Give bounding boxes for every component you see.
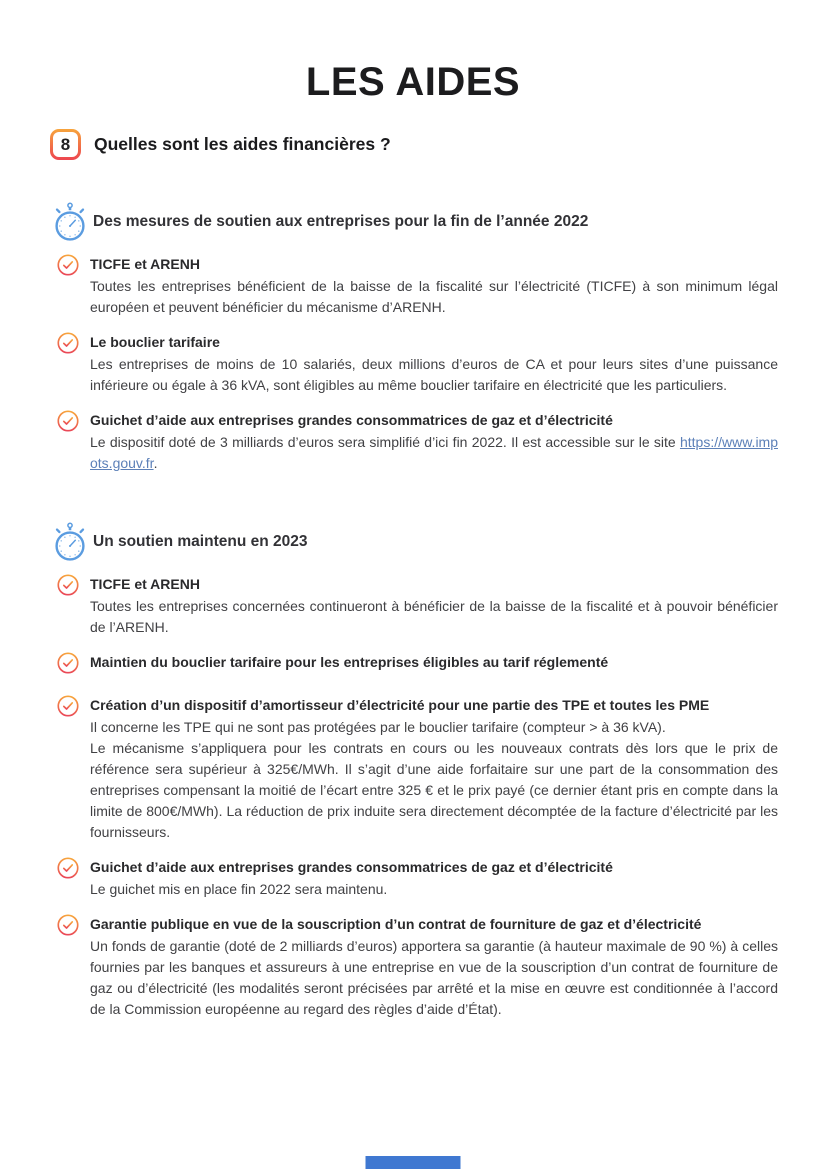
aid-item-title: TICFE et ARENH (90, 576, 200, 592)
page-title: LES AIDES (305, 60, 521, 104)
aid-item-body: Toutes les entreprises bénéficient de la baisse de la fiscalité sur l’électricité (TICFE) à son minimum légal européen et peuvent bénéficier du mécanisme d’ARENH. (90, 278, 778, 315)
question-number: 8 (53, 132, 78, 157)
aid-item (57, 858, 778, 900)
aid-item (57, 255, 778, 318)
check-icon (57, 254, 79, 276)
question-title: Quelles sont les aides financières ? (94, 134, 391, 154)
aid-item-title: Maintien du bouclier tarifaire pour les entreprises éligibles au tarif réglementé (90, 654, 609, 670)
check-icon (57, 332, 79, 354)
aid-item-body: Il concerne les TPE qui ne sont pas protégées par le bouclier tarifaire (compteur > à 36 kVA). (90, 719, 666, 735)
section-heading: Un soutien maintenu en 2023 (93, 533, 308, 550)
aid-item-title: Création d’un dispositif d’amortisseur d’électricité pour une partie des TPE et toutes les PME (90, 697, 710, 713)
stopwatch-icon (53, 522, 87, 562)
aid-item (57, 575, 778, 638)
aid-item-content (90, 653, 778, 672)
question-number-badge (50, 129, 81, 160)
aid-item-title: Le bouclier tarifaire (90, 334, 220, 350)
aid-item-title: Guichet d’aide aux entreprises grandes consommatrices de gaz et d’électricité (90, 412, 613, 428)
stopwatch-icon (53, 202, 87, 242)
aid-item-content (90, 696, 778, 843)
aid-item (57, 653, 778, 674)
impots-gouv-link[interactable]: https://www.impots.gouv.fr (90, 434, 778, 471)
aid-item-content (90, 575, 778, 638)
aid-item-title: Guichet d’aide aux entreprises grandes consommatrices de gaz et d’électricité (90, 859, 613, 875)
footer-page-band (366, 1156, 461, 1169)
aid-item-title: TICFE et ARENH (90, 256, 200, 272)
aid-item (57, 915, 778, 1020)
section-2022 (0, 202, 826, 474)
aid-item-content (90, 255, 778, 318)
section-heading: Des mesures de soutien aux entreprises pour la fin de l’année 2022 (93, 213, 589, 230)
aid-item-content (90, 411, 778, 474)
aid-item-body: Le mécanisme s’appliquera pour les contrats en cours ou les nouveaux contrats dès lors que le prix de référence sera supérieur à 325€/MWh. Il s’agit d’une aide forfaitaire sur une part de la consommation des entreprises compensant la moitié de l’écart entre 325 € et le prix payé (ce dernier étant pris en compte dans la limite de 800€/MWh). La réduction de prix induite sera directement décomptée de la facture d’électricité par les fournisseurs. (90, 740, 778, 840)
aid-item-body-text: . (153, 455, 158, 471)
check-icon (57, 695, 79, 717)
check-icon (57, 652, 79, 674)
aid-item (57, 333, 778, 396)
check-icon (57, 914, 79, 936)
section-2023 (0, 522, 826, 1020)
section-header (53, 202, 778, 242)
aid-item-body-text: Le dispositif doté de 3 milliards d’euros sera simplifié d’ici fin 2022. Il est accessible sur le site (90, 434, 680, 450)
section-header (53, 522, 778, 562)
question-header (50, 129, 778, 160)
aid-item-content (90, 858, 778, 900)
check-icon (57, 857, 79, 879)
check-icon (57, 410, 79, 432)
aid-item-body: Un fonds de garantie (doté de 2 milliards d’euros) apportera sa garantie (à hauteur maximale de 90 %) à celles fournies par les banques et assureurs à une entreprise en vue de la souscription d’un contrat de fourniture de gaz ou d’électricité (les modalités seront précisées par arrêté et la mise en œuvre est conditionnée à l’accord de la Commission européenne au regard des règles d’aide d’État). (90, 938, 778, 1017)
aid-item-body: Les entreprises de moins de 10 salariés, deux millions d’euros de CA et pour leurs sites d’une puissance inférieure ou égale à 36 kVA, sont éligibles au même bouclier tarifaire en électricité que les particuliers. (90, 356, 778, 393)
aid-item-title: Garantie publique en vue de la souscription d’un contrat de fourniture de gaz et d’électricité (90, 916, 702, 932)
aid-item (57, 411, 778, 474)
aid-item-body: Le guichet mis en place fin 2022 sera maintenu. (90, 881, 388, 897)
aid-item (57, 696, 778, 843)
aid-item-content (90, 333, 778, 396)
aid-item-body: Toutes les entreprises concernées continueront à bénéficier de la baisse de la fiscalité et à pouvoir bénéficier de l’ARENH. (90, 598, 778, 635)
aid-item-content (90, 915, 778, 1020)
check-icon (57, 574, 79, 596)
aid-item-body (90, 432, 778, 474)
